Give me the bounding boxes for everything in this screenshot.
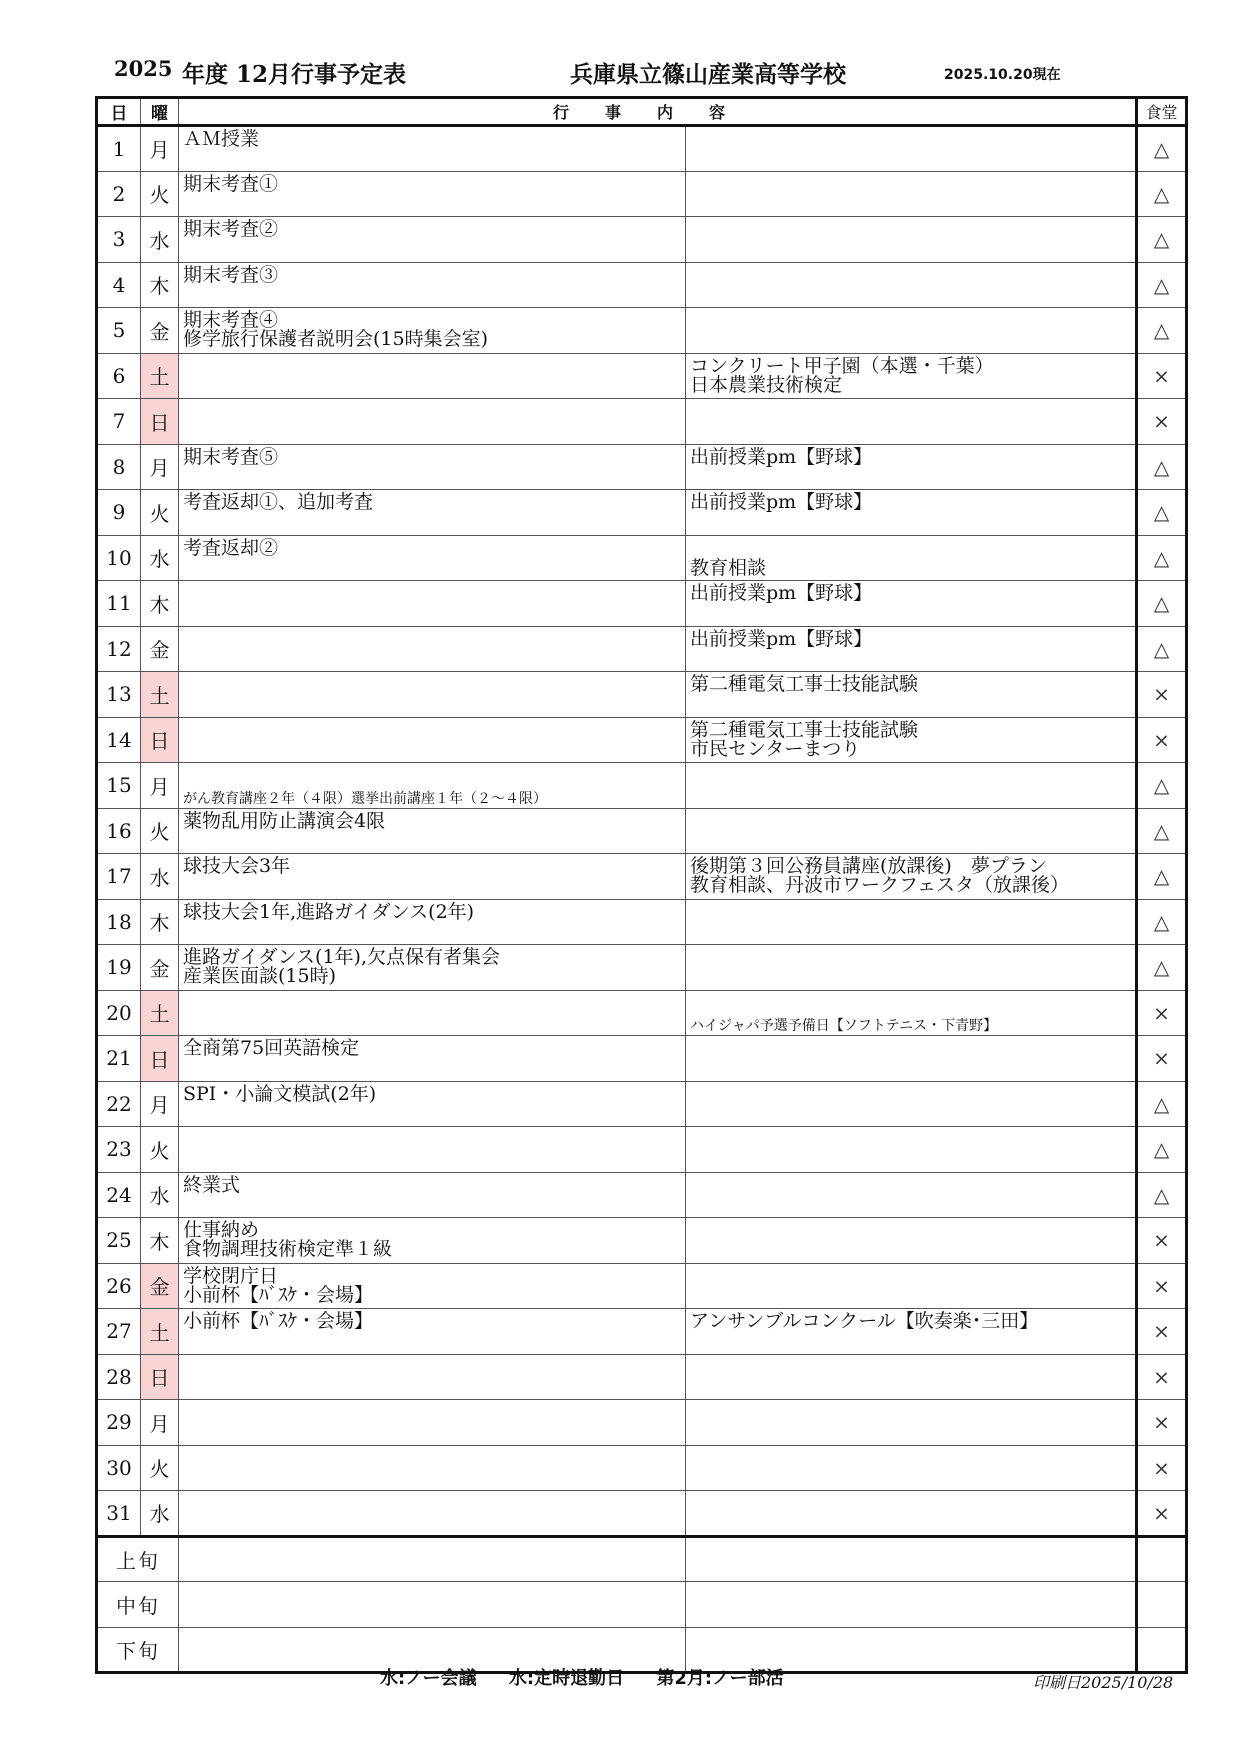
fiscal-year: 2025 xyxy=(114,56,173,81)
table-row xyxy=(97,399,1187,445)
cafeteria-cell: × xyxy=(1137,1445,1187,1491)
weekday-cell: 土 xyxy=(141,353,179,399)
table-row xyxy=(97,171,1187,217)
weekday-cell: 金 xyxy=(141,1263,179,1309)
date-cell: 13 xyxy=(97,672,141,718)
external-event-cell xyxy=(686,763,1137,809)
date-cell: 11 xyxy=(97,581,141,627)
external-event-cell: アンサンブルコンクール【吹奏楽･三田】 xyxy=(686,1309,1137,1355)
weekday-cell: 日 xyxy=(141,717,179,763)
external-event-cell xyxy=(686,1445,1137,1491)
weekday-cell: 木 xyxy=(141,262,179,308)
cafeteria-cell: × xyxy=(1137,1400,1187,1446)
table-row xyxy=(97,262,1187,308)
weekday-cell: 金 xyxy=(141,626,179,672)
school-event-cell: 期末考査③ xyxy=(179,262,686,308)
school-event-cell: 期末考査② xyxy=(179,217,686,263)
date-cell: 22 xyxy=(97,1081,141,1127)
page-footer xyxy=(0,1664,1245,1694)
cafeteria-cell: △ xyxy=(1137,262,1187,308)
table-row xyxy=(97,1036,1187,1082)
weekday-cell: 水 xyxy=(141,217,179,263)
date-cell: 5 xyxy=(97,308,141,354)
weekday-cell: 火 xyxy=(141,490,179,536)
cafeteria-cell: × xyxy=(1137,1354,1187,1400)
school-event-cell: 全商第75回英語検定 xyxy=(179,1036,686,1082)
external-event-cell xyxy=(686,1263,1137,1309)
cafeteria-cell: △ xyxy=(1137,1127,1187,1173)
external-event-cell xyxy=(686,126,1137,172)
weekday-cell: 火 xyxy=(141,1127,179,1173)
date-cell: 20 xyxy=(97,990,141,1036)
period-row xyxy=(97,1536,1187,1582)
cafeteria-cell: △ xyxy=(1137,308,1187,354)
table-row xyxy=(97,1309,1187,1355)
period-external-cell xyxy=(686,1582,1137,1628)
cafeteria-cell: △ xyxy=(1137,945,1187,991)
table-row xyxy=(97,945,1187,991)
cafeteria-cell: × xyxy=(1137,1218,1187,1264)
school-event-cell xyxy=(179,672,686,718)
period-external-cell xyxy=(686,1536,1137,1582)
school-event-cell: 仕事納め 食物調理技術検定準１級 xyxy=(179,1218,686,1264)
school-event-cell xyxy=(179,1127,686,1173)
cafeteria-cell: △ xyxy=(1137,763,1187,809)
external-event-cell: 出前授業pm【野球】 xyxy=(686,581,1137,627)
weekday-cell: 月 xyxy=(141,1081,179,1127)
weekday-cell: 木 xyxy=(141,899,179,945)
col-cafeteria-header: 食堂 xyxy=(1137,98,1187,126)
external-event-cell xyxy=(686,945,1137,991)
external-event-cell: 第二種電気工事士技能試験 xyxy=(686,672,1137,718)
date-cell: 29 xyxy=(97,1400,141,1446)
school-event-cell: 終業式 xyxy=(179,1172,686,1218)
school-event-cell xyxy=(179,581,686,627)
weekday-cell: 水 xyxy=(141,1172,179,1218)
school-event-cell: 期末考査④ 修学旅行保護者説明会(15時集会室) xyxy=(179,308,686,354)
date-cell: 1 xyxy=(97,126,141,172)
external-event-cell: 後期第３回公務員講座(放課後) 夢プラン 教育相談、丹波市ワークフェスタ（放課後） xyxy=(686,854,1137,900)
as-of-date: 2025.10.20現在 xyxy=(944,67,1061,83)
table-row xyxy=(97,444,1187,490)
weekday-cell: 水 xyxy=(141,1491,179,1537)
cafeteria-cell: × xyxy=(1137,353,1187,399)
cafeteria-cell: △ xyxy=(1137,899,1187,945)
table-row xyxy=(97,1445,1187,1491)
external-event-cell xyxy=(686,1400,1137,1446)
date-cell: 10 xyxy=(97,535,141,581)
external-event-cell xyxy=(686,308,1137,354)
external-event-cell xyxy=(686,1172,1137,1218)
table-row xyxy=(97,217,1187,263)
col-dow-header: 曜 xyxy=(141,98,179,126)
external-event-cell: コンクリート甲子園（本選・千葉） 日本農業技術検定 xyxy=(686,353,1137,399)
table-row xyxy=(97,490,1187,536)
page-header xyxy=(110,56,1110,90)
col-content-header: 行事内容 xyxy=(179,98,1137,126)
page-title: 年度 12月行事予定表 xyxy=(182,61,407,88)
date-cell: 3 xyxy=(97,217,141,263)
period-cafeteria-cell xyxy=(1137,1582,1187,1628)
school-event-cell: 考査返却② xyxy=(179,535,686,581)
school-event-cell: 小前杯【ﾊﾞｽｹ・会場】 xyxy=(179,1309,686,1355)
school-event-cell: 進路ガイダンス(1年),欠点保有者集会 産業医面談(15時) xyxy=(179,945,686,991)
weekday-cell: 月 xyxy=(141,126,179,172)
school-event-cell xyxy=(179,1491,686,1537)
weekday-cell: 月 xyxy=(141,763,179,809)
date-cell: 21 xyxy=(97,1036,141,1082)
period-label: 上旬 xyxy=(97,1536,179,1582)
cafeteria-cell: × xyxy=(1137,672,1187,718)
weekday-cell: 金 xyxy=(141,945,179,991)
date-cell: 23 xyxy=(97,1127,141,1173)
table-header-row xyxy=(97,98,1187,126)
date-cell: 2 xyxy=(97,171,141,217)
school-event-cell xyxy=(179,990,686,1036)
cafeteria-cell: △ xyxy=(1137,808,1187,854)
date-cell: 8 xyxy=(97,444,141,490)
weekday-cell: 土 xyxy=(141,1309,179,1355)
external-event-cell xyxy=(686,399,1137,445)
date-cell: 12 xyxy=(97,626,141,672)
cafeteria-cell: △ xyxy=(1137,626,1187,672)
table-row xyxy=(97,1354,1187,1400)
school-event-cell xyxy=(179,717,686,763)
external-event-cell: 出前授業pm【野球】 xyxy=(686,626,1137,672)
table-row xyxy=(97,763,1187,809)
weekday-cell: 火 xyxy=(141,171,179,217)
external-event-cell xyxy=(686,262,1137,308)
table-row xyxy=(97,353,1187,399)
cafeteria-cell: △ xyxy=(1137,490,1187,536)
table-row xyxy=(97,990,1187,1036)
cafeteria-cell: × xyxy=(1137,1491,1187,1537)
weekday-cell: 日 xyxy=(141,1036,179,1082)
date-cell: 18 xyxy=(97,899,141,945)
table-row xyxy=(97,581,1187,627)
date-cell: 30 xyxy=(97,1445,141,1491)
cafeteria-cell: × xyxy=(1137,1309,1187,1355)
weekday-cell: 金 xyxy=(141,308,179,354)
date-cell: 7 xyxy=(97,399,141,445)
weekday-cell: 木 xyxy=(141,1218,179,1264)
date-cell: 24 xyxy=(97,1172,141,1218)
cafeteria-cell: △ xyxy=(1137,217,1187,263)
date-cell: 25 xyxy=(97,1218,141,1264)
table-row xyxy=(97,808,1187,854)
table-row xyxy=(97,1172,1187,1218)
weekday-cell: 月 xyxy=(141,1400,179,1446)
school-event-cell: 考査返却①、追加考査 xyxy=(179,490,686,536)
table-row xyxy=(97,672,1187,718)
date-cell: 31 xyxy=(97,1491,141,1537)
school-event-cell xyxy=(179,399,686,445)
period-school-cell xyxy=(179,1582,686,1628)
weekday-cell: 水 xyxy=(141,535,179,581)
weekday-cell: 火 xyxy=(141,808,179,854)
school-event-cell: ＡＭ授業 xyxy=(179,126,686,172)
table-row xyxy=(97,1491,1187,1537)
table-row xyxy=(97,1081,1187,1127)
school-event-cell: 球技大会1年,進路ガイダンス(2年) xyxy=(179,899,686,945)
external-event-cell xyxy=(686,1491,1137,1537)
table-row xyxy=(97,899,1187,945)
school-event-cell xyxy=(179,626,686,672)
date-cell: 15 xyxy=(97,763,141,809)
table-row xyxy=(97,535,1187,581)
weekday-cell: 土 xyxy=(141,990,179,1036)
table-row xyxy=(97,1263,1187,1309)
external-event-cell: 教育相談 xyxy=(686,535,1137,581)
date-cell: 14 xyxy=(97,717,141,763)
cafeteria-cell: △ xyxy=(1137,444,1187,490)
external-event-cell xyxy=(686,217,1137,263)
cafeteria-cell: × xyxy=(1137,990,1187,1036)
cafeteria-cell: △ xyxy=(1137,581,1187,627)
cafeteria-cell: △ xyxy=(1137,1081,1187,1127)
external-event-cell xyxy=(686,1218,1137,1264)
table-row xyxy=(97,717,1187,763)
external-event-cell xyxy=(686,1354,1137,1400)
date-cell: 28 xyxy=(97,1354,141,1400)
table-row xyxy=(97,308,1187,354)
weekday-cell: 木 xyxy=(141,581,179,627)
date-cell: 16 xyxy=(97,808,141,854)
school-event-cell: 薬物乱用防止講演会4限 xyxy=(179,808,686,854)
weekday-cell: 土 xyxy=(141,672,179,718)
date-cell: 6 xyxy=(97,353,141,399)
date-cell: 4 xyxy=(97,262,141,308)
weekday-cell: 火 xyxy=(141,1445,179,1491)
weekday-cell: 日 xyxy=(141,399,179,445)
external-event-cell: 出前授業pm【野球】 xyxy=(686,444,1137,490)
period-cafeteria-cell xyxy=(1137,1536,1187,1582)
external-event-cell xyxy=(686,1127,1137,1173)
table-row xyxy=(97,626,1187,672)
cafeteria-cell: × xyxy=(1137,717,1187,763)
external-event-cell xyxy=(686,1081,1137,1127)
school-event-cell: 期末考査① xyxy=(179,171,686,217)
date-cell: 26 xyxy=(97,1263,141,1309)
weekday-cell: 日 xyxy=(141,1354,179,1400)
school-event-cell xyxy=(179,1354,686,1400)
school-event-cell: 学校閉庁日 小前杯【ﾊﾞｽｹ・会場】 xyxy=(179,1263,686,1309)
school-event-cell: SPI・小論文模試(2年) xyxy=(179,1081,686,1127)
cafeteria-cell: △ xyxy=(1137,535,1187,581)
school-event-cell: がん教育講座２年（４限）選挙出前講座１年（２～４限） xyxy=(179,763,686,809)
date-cell: 17 xyxy=(97,854,141,900)
period-label: 下旬 xyxy=(97,1627,179,1673)
school-event-cell: 球技大会3年 xyxy=(179,854,686,900)
external-event-cell: 出前授業pm【野球】 xyxy=(686,490,1137,536)
period-row xyxy=(97,1582,1187,1628)
period-school-cell xyxy=(179,1536,686,1582)
cafeteria-cell: × xyxy=(1137,399,1187,445)
school-event-cell xyxy=(179,353,686,399)
external-event-cell: ハイジャパ予選予備日【ソフトテニス・下青野】 xyxy=(686,990,1137,1036)
external-event-cell xyxy=(686,1036,1137,1082)
date-cell: 19 xyxy=(97,945,141,991)
date-cell: 27 xyxy=(97,1309,141,1355)
table-row xyxy=(97,1127,1187,1173)
external-event-cell xyxy=(686,899,1137,945)
weekday-cell: 月 xyxy=(141,444,179,490)
school-event-cell xyxy=(179,1445,686,1491)
schedule-table xyxy=(95,96,1188,1674)
print-date: 印刷日2025/10/28 xyxy=(1033,1673,1174,1692)
cafeteria-cell: △ xyxy=(1137,126,1187,172)
period-label: 中旬 xyxy=(97,1582,179,1628)
col-date-header: 日 xyxy=(97,98,141,126)
table-row xyxy=(97,126,1187,172)
footer-note: 水:ノー会議 水:定時退勤日 第2月:ノー部活 xyxy=(380,1668,784,1689)
external-event-cell xyxy=(686,171,1137,217)
weekday-cell: 水 xyxy=(141,854,179,900)
external-event-cell: 第二種電気工事士技能試験 市民センターまつり xyxy=(686,717,1137,763)
school-event-cell xyxy=(179,1400,686,1446)
date-cell: 9 xyxy=(97,490,141,536)
table-row xyxy=(97,1400,1187,1446)
cafeteria-cell: △ xyxy=(1137,854,1187,900)
cafeteria-cell: × xyxy=(1137,1036,1187,1082)
school-name: 兵庫県立篠山産業高等学校 xyxy=(570,61,846,88)
cafeteria-cell: △ xyxy=(1137,171,1187,217)
external-event-cell xyxy=(686,808,1137,854)
table-row xyxy=(97,854,1187,900)
table-row xyxy=(97,1218,1187,1264)
cafeteria-cell: △ xyxy=(1137,1172,1187,1218)
school-event-cell: 期末考査⑤ xyxy=(179,444,686,490)
cafeteria-cell: × xyxy=(1137,1263,1187,1309)
